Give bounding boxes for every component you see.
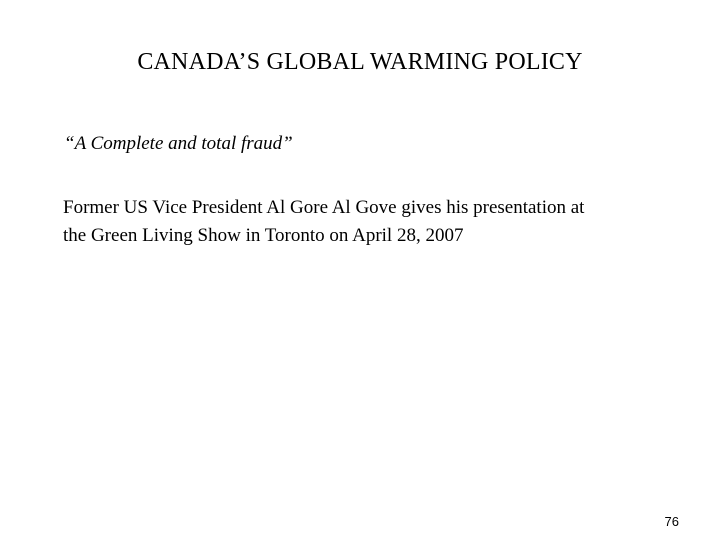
- slide-title: CANADA’S GLOBAL WARMING POLICY: [137, 49, 583, 75]
- body-paragraph: [63, 194, 693, 250]
- page-number: 76: [664, 514, 679, 529]
- body-line-2: the Green Living Show in Toronto on April 28, 2007: [63, 225, 464, 246]
- quote-text: “A Complete and total fraud”: [64, 133, 293, 154]
- body-line-1: Former US Vice President Al Gore Al Gove gives his presentation at: [63, 197, 585, 218]
